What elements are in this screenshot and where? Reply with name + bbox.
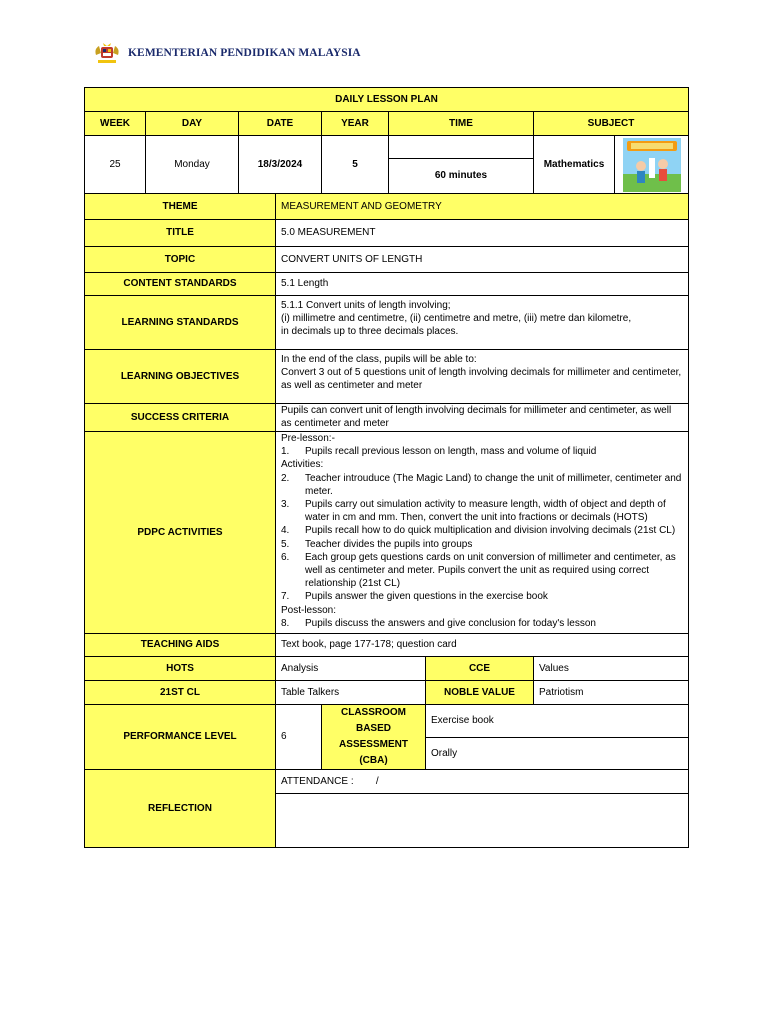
post-lesson-list <box>281 617 683 630</box>
day-value: Monday <box>146 136 239 194</box>
theme-value: MEASUREMENT AND GEOMETRY <box>276 194 689 220</box>
cba-item-orally: Orally <box>426 737 689 770</box>
list-item: 7. Pupils answer the given questions in the exercise book <box>281 591 548 603</box>
week-value: 25 <box>85 136 146 194</box>
performance-level-label: PERFORMANCE LEVEL <box>85 705 276 770</box>
col-week: WEEK <box>85 112 146 136</box>
cce-label: CCE <box>426 657 534 681</box>
title-label: TITLE <box>85 220 276 247</box>
pre-lesson-heading: Pre-lesson:- <box>281 433 335 444</box>
reflection-label: REFLECTION <box>85 770 276 848</box>
cce-value: Values <box>534 657 689 681</box>
cba-label: CLASSROOM BASED ASSESSMENT (CBA) <box>322 705 426 770</box>
content-standards-value: 5.1 Length <box>276 273 689 296</box>
malaysia-crest-icon <box>92 41 122 65</box>
learning-standard-line: in decimals up to three decimals places. <box>281 326 459 338</box>
subject-value: Mathematics <box>534 136 615 194</box>
noble-value-label: NOBLE VALUE <box>426 681 534 705</box>
theme-label: THEME <box>85 194 276 220</box>
time-inner <box>389 136 533 193</box>
title-value: 5.0 MEASUREMENT <box>276 220 689 247</box>
list-item: 2. Teacher introuduce (The Magic Land) to change the unit of millimeter, centimeter and meter. <box>281 472 682 497</box>
pdpc-activities-value <box>276 432 689 634</box>
activities-list <box>281 472 683 604</box>
lesson-plan-table <box>84 87 689 848</box>
pre-lesson-list <box>281 445 683 458</box>
year-value: 5 <box>322 136 389 194</box>
col-date: DATE <box>239 112 322 136</box>
plan-title: DAILY LESSON PLAN <box>85 88 689 112</box>
time-top <box>389 136 533 158</box>
learning-standard-line: 5.1.1 Convert units of length involving; <box>281 300 451 311</box>
col-year: YEAR <box>322 112 389 136</box>
learning-standards-label: LEARNING STANDARDS <box>85 296 276 350</box>
list-item: 4. Pupils recall how to do quick multiplication and division involving decimals (21st CL) <box>281 525 676 537</box>
success-criteria-label: SUCCESS CRITERIA <box>85 404 276 432</box>
time-cell <box>389 136 534 194</box>
activities-heading: Activities: <box>281 459 324 471</box>
reflection-notes <box>276 794 689 848</box>
list-item: 6. Each group gets questions cards on unit conversion of millimeter and centimeter, as well as centimeter and meter. Pupils convert the unit as required using correct relationship (21st CL) <box>281 551 676 590</box>
objective-line: In the end of the class, pupils will be able to: <box>281 354 477 365</box>
date-value: 18/3/2024 <box>239 136 322 194</box>
textbook-cover-icon <box>623 138 681 192</box>
col-day: DAY <box>146 112 239 136</box>
teaching-aids-label: TEACHING AIDS <box>85 634 276 657</box>
learning-objectives-label: LEARNING OBJECTIVES <box>85 350 276 404</box>
objective-line: Convert 3 out of 5 questions unit of length involving decimals for millimeter and centimeter, as well as centimeter and meter <box>281 367 682 392</box>
list-item: 3. Pupils carry out simulation activity to measure length, width of object and depth of water in cm and mm. Then, convert the unit into fractions or decimals (HOTS) <box>281 499 666 524</box>
topic-value: CONVERT UNITS OF LENGTH <box>276 247 689 273</box>
21st-cl-label: 21ST CL <box>85 681 276 705</box>
performance-level-value: 6 <box>276 705 322 770</box>
hots-value: Analysis <box>276 657 426 681</box>
col-subject: SUBJECT <box>534 112 689 136</box>
hots-label: HOTS <box>85 657 276 681</box>
ministry-name: KEMENTERIAN PENDIDIKAN MALAYSIA <box>128 47 361 59</box>
post-lesson-heading: Post-lesson: <box>281 604 337 616</box>
learning-objectives-value <box>276 350 689 404</box>
learning-standards-value <box>276 296 689 350</box>
ministry-header <box>92 40 361 66</box>
21st-cl-value: Table Talkers <box>276 681 426 705</box>
noble-value-value: Patriotism <box>534 681 689 705</box>
attendance-value: ATTENDANCE : / <box>276 770 689 794</box>
list-item: 5. Teacher divides the pupils into groups <box>281 538 473 550</box>
time-value: 60 minutes <box>434 170 488 182</box>
teaching-aids-value: Text book, page 177-178; question card <box>276 634 689 657</box>
pdpc-activities-label: PDPC ACTIVITIES <box>85 432 276 634</box>
success-criteria-value: Pupils can convert unit of length involving decimals for millimeter and centimeter, as well as centimeter and meter <box>276 404 689 432</box>
cba-item-exercise-book: Exercise book <box>426 705 689 738</box>
list-item: 1. Pupils recall previous lesson on length, mass and volume of liquid <box>281 446 597 458</box>
topic-label: TOPIC <box>85 247 276 273</box>
content-standards-label: CONTENT STANDARDS <box>85 273 276 296</box>
col-time: TIME <box>389 112 534 136</box>
cover-cell <box>615 136 689 194</box>
list-item: 8. Pupils discuss the answers and give conclusion for today's lesson <box>281 617 596 629</box>
learning-standard-line: (i) millimetre and centimetre, (ii) centimetre and metre, (iii) metre dan kilometre, <box>281 313 632 325</box>
